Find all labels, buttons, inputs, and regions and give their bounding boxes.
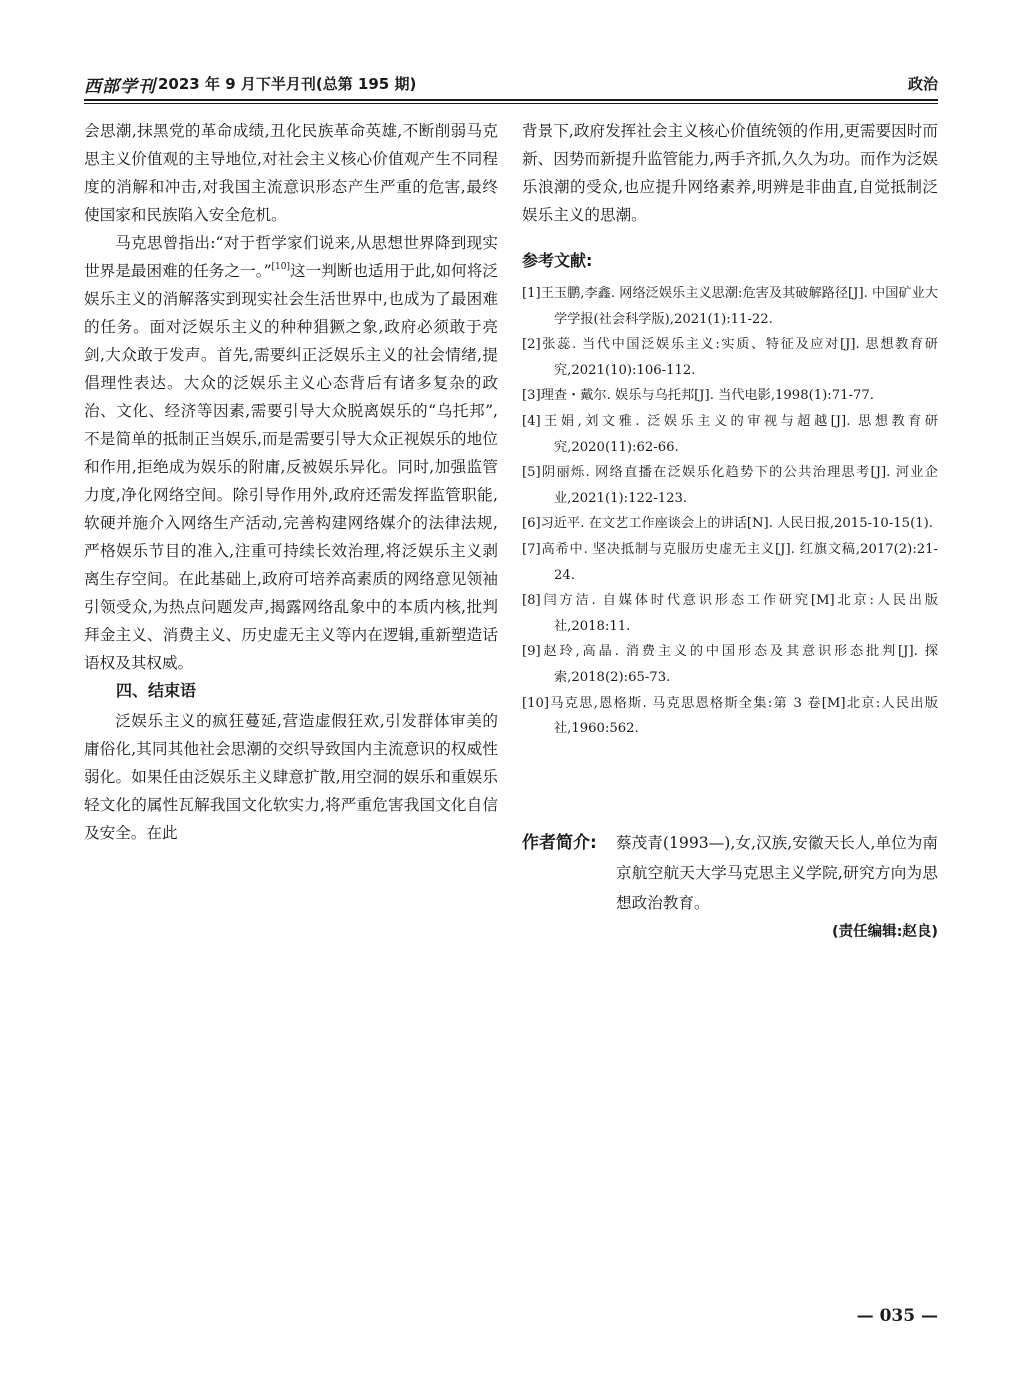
header-rule-thin [84, 103, 938, 104]
section-label: 政治 [907, 75, 938, 93]
reference-item: [4]王娟,刘文雅. 泛娱乐主义的审视与超越[J]. 思想教育研究,2020(11):62-66. [522, 413, 938, 455]
reference-item: [1]王玉鹏,李鑫. 网络泛娱乐主义思潮:危害及其破解路径[J]. 中国矿业大学学报(社会科学版),2021(1):11-22. [522, 286, 938, 327]
citation-marker: [10] [271, 262, 291, 272]
editor-note: (责任编辑:赵良) [831, 924, 938, 940]
journal-logo: 西部学刊 [84, 77, 156, 97]
section-heading-conclusion: 四、结束语 [116, 681, 197, 700]
paragraph-continued: 会思潮,抹黑党的革命成绩,丑化民族革命英雄,不断削弱马克思主义价值观的主导地位,对社会主义核心价值观产生不同程度的消解和冲击,对我国主流意识形态产生严重的危害,最终使国家和民族陷入安全危机。 [84, 122, 498, 224]
page-number: — 035 — [856, 1306, 938, 1326]
paragraph-marx-quote [84, 229, 498, 677]
reference-item: [3]理查・戴尔. 娱乐与乌托邦[J]. 当代电影,1998(1):71-77. [522, 388, 874, 404]
author-label: 作者简介: [522, 833, 597, 853]
paragraph-conclusion-continued: 背景下,政府发挥社会主义核心价值统领的作用,更需要因时而新、因势而新提升监管能力,两手齐抓,久久为功。而作为泛娱乐浪潮的受众,也应提升网络素养,明辨是非曲直,自觉抵制泛娱乐主义的思潮。 [522, 122, 938, 224]
header-rule-thick [84, 99, 938, 101]
quote-followup: 这一判断也适用于此,如何将泛娱乐主义的消解落实到现实社会生活世界中,也成为了最困难的任务。面对泛娱乐主义的种种猖獗之象,政府必须敢于亮剑,大众敢于发声。首先,需要纠正泛娱乐主义的社会情绪,提倡理性表达。大众的泛娱乐主义心态背后有诸多复杂的政治、文化、经济等因素,需要引导大众脱离娱乐的“乌托邦”,不是简单的抵制正当娱乐,而是需要引导大众正视娱乐的地位和作用,拒绝成为娱乐的附庸,反被娱乐异化。同时,加强监管力度,净化网络空间。除引导作用外,政府还需发挥监管职能,软硬并施介入网络生产活动,完善构建网络媒介的法律法规,严格娱乐节目的准入,注重可持续长效治理,将泛娱乐主义剥离生存空间。在此基础上,政府可培养高素质的网络意见领袖引领受众,为热点问题发声,揭露网络乱象中的本质内核,批判拜金主义、消费主义、历史虚无主义等内在逻辑,重新塑造话语权及其权威。 [84, 262, 498, 672]
references-heading: 参考文献: [522, 251, 593, 270]
quote-text: 马克思曾指出:“对于哲学家们说来,从思想世界降到现实世界是最困难的任务之一。” [84, 234, 498, 280]
author-bio: 蔡茂青(1993—),女,汉族,安徽天长人,单位为南京航空航天大学马克思主义学院,研究方向为思想政治教育。 [616, 834, 938, 912]
reference-item: [2]张蕊. 当代中国泛娱乐主义:实质、特征及应对[J]. 思想教育研究,2021(10):106-112. [522, 337, 938, 378]
page-header [84, 72, 938, 98]
reference-item: [10]马克思,恩格斯. 马克思恩格斯全集:第 3 卷[M]北京:人民出版社,1960:562. [522, 695, 938, 737]
reference-item: [9]赵玲,高晶. 消费主义的中国形态及其意识形态批判[J]. 探索,2018(2):65-73. [522, 644, 938, 685]
reference-item: [6]习近平. 在文艺工作座谈会上的讲话[N]. 人民日报,2015-10-15(1). [522, 516, 933, 532]
reference-item: [8]闫方洁. 自媒体时代意识形态工作研究[M]北京:人民出版社,2018:11. [522, 593, 938, 634]
left-column [84, 117, 498, 847]
issue-info: 2023 年 9 月下半月刊(总第 195 期) [158, 75, 417, 93]
reference-item: [7]高希中. 坚决抵制与克服历史虚无主义[J]. 红旗文稿,2017(2):21-24. [522, 541, 938, 583]
right-column [522, 117, 938, 742]
references-list [522, 281, 938, 742]
paragraph-conclusion: 泛娱乐主义的疯狂蔓延,营造虚假狂欢,引发群体审美的庸俗化,其同其他社会思潮的交织导致国内主流意识的权威性弱化。如果任由泛娱乐主义肆意扩散,用空洞的娱乐和重娱乐轻文化的属性瓦解我国文化软实力,将严重危害我国文化自信及安全。在此 [84, 712, 498, 842]
reference-item: [5]阴丽烁. 网络直播在泛娱乐化趋势下的公共治理思考[J]. 河业企业,2021(1):122-123. [522, 465, 938, 506]
